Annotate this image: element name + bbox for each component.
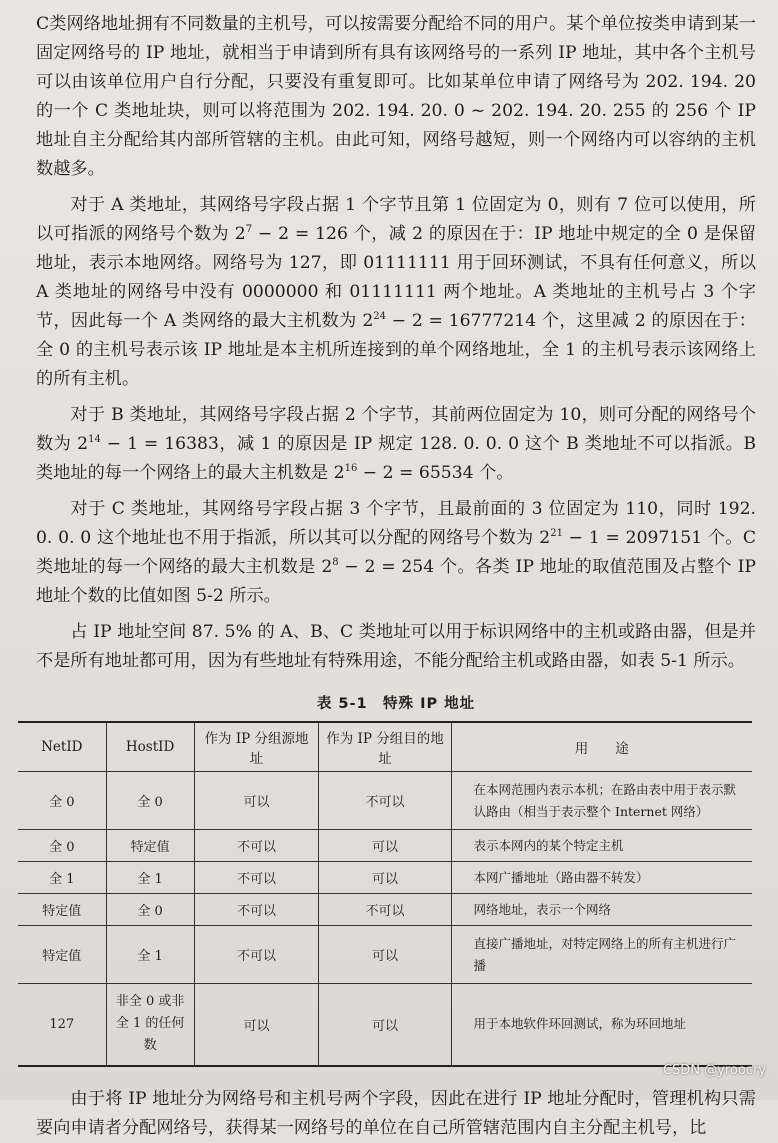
cell-hostid: 特定值 xyxy=(106,830,194,862)
cell-netid: 特定值 xyxy=(18,926,106,984)
cell-netid: 全 1 xyxy=(18,862,106,894)
cell-netid: 127 xyxy=(18,984,106,1066)
paragraph-special-use: 占 IP 地址空间 87. 5% 的 A、B、C 类地址可以用于标识网络中的主机或路由器，但是并不是所有地址都可用，因为有些地址有特殊用途，不能分配给主机或路由器，如表 5-1 所示。 xyxy=(36,622,756,671)
superscript: 14 xyxy=(88,434,101,445)
csdn-watermark: CSDN @yroocry xyxy=(662,1063,766,1078)
text-segment: − 2 = 254 个。各类 IP 地址的取值范围及占整个 IP 地址个数的比值如图 5-2 所示。 xyxy=(36,557,756,606)
cell-destination: 可以 xyxy=(319,862,451,894)
table-row xyxy=(18,984,752,1066)
table-row xyxy=(18,894,752,926)
table-row xyxy=(18,862,752,894)
cell-use: 在本网范围内表示本机；在路由表中用于表示默认路由（相当于表示整个 Internet 网络） xyxy=(451,772,752,830)
cell-source: 不可以 xyxy=(194,862,319,894)
table-row xyxy=(18,830,752,862)
paragraph-b-class xyxy=(36,401,756,488)
header-destination: 作为 IP 分组目的地址 xyxy=(319,722,451,772)
cell-source: 不可以 xyxy=(194,830,319,862)
cell-destination: 可以 xyxy=(319,830,451,862)
special-ip-table xyxy=(18,721,752,1067)
cell-netid: 全 0 xyxy=(18,772,106,830)
cell-netid: 特定值 xyxy=(18,894,106,926)
superscript: 8 xyxy=(332,557,339,568)
cell-source: 可以 xyxy=(194,772,319,830)
cell-use: 直接广播地址，对特定网络上的所有主机进行广播 xyxy=(451,926,752,984)
paragraph-a-class xyxy=(36,191,756,394)
cell-destination: 不可以 xyxy=(319,894,451,926)
cell-destination: 可以 xyxy=(319,984,451,1066)
superscript: 24 xyxy=(373,311,386,322)
header-source: 作为 IP 分组源地址 xyxy=(194,722,319,772)
cell-use: 用于本地软件环回测试，称为环回地址 xyxy=(451,984,752,1066)
superscript: 21 xyxy=(550,528,563,539)
text-segment: − 2 = 126 个，减 2 的原因在于：IP 地址中规定的全 0 是保留地址，表示本地网络。网络号为 127，即 01111111 用于回环测试，不具有任何意义，所以 A 类地址的网络号中没有 0000000 和 01111111 两个地址。A 类地址的主机号占 3 个字节，因此每一个 A 类网络的最大主机数为 2 xyxy=(36,224,756,331)
cell-hostid: 全 1 xyxy=(106,926,194,984)
cell-source: 不可以 xyxy=(194,894,319,926)
text-segment: 对于 C 类地址，其网络号字段占据 3 个字节，且最前面的 3 位固定为 110，同时 192. 0. 0. 0 这个地址也不用于指派，所以其可以分配的网络号个数为 2 xyxy=(36,499,756,548)
cell-hostid: 全 1 xyxy=(106,862,194,894)
cell-use: 网络地址，表示一个网络 xyxy=(451,894,752,926)
table-row xyxy=(18,772,752,830)
cell-use: 本网广播地址（路由器不转发） xyxy=(451,862,752,894)
cell-source: 不可以 xyxy=(194,926,319,984)
cell-destination: 不可以 xyxy=(319,772,451,830)
table-header-row xyxy=(18,722,752,772)
header-hostid: HostID xyxy=(106,722,194,772)
cell-hostid: 全 0 xyxy=(106,894,194,926)
text-segment: − 1 = 2097151 个。C 类地址的每一个网络的最大主机数是 2 xyxy=(36,528,756,577)
superscript: 7 xyxy=(245,224,253,235)
cell-destination: 可以 xyxy=(319,926,451,984)
cell-source: 可以 xyxy=(194,984,319,1066)
paragraph-c-class-intro: C类网络地址拥有不同数量的主机号，可以按需要分配给不同的用户。某个单位按类申请到某一固定网络号的 IP 地址，就相当于申请到所有具有该网络号的一系列 IP 地址，其中各个主机号可以由该单位用户自行分配，只要没有重复即可。比如某单位申请了网络号为 202. 194. 20 的一个 C 类地址块，则可以将范围为 202. 194. 20. 0 ~ 202. 194. 20. 255 的 256 个 IP 地址自主分配给其内部所管辖的主机。由此可知，网络号越短，则一个网络内可以容纳的主机数越多。 xyxy=(36,14,756,179)
header-use: 用 途 xyxy=(451,722,752,772)
table-row xyxy=(18,926,752,984)
header-netid: NetID xyxy=(18,722,106,772)
superscript: 16 xyxy=(344,463,358,474)
text-segment: − 2 = 16777214 个，这里减 2 的原因在于：全 0 的主机号表示该 IP 地址是本主机所连接到的单个网络地址，全 1 的主机号表示该网络上的所有主机。 xyxy=(36,311,756,389)
cell-use: 表示本网内的某个特定主机 xyxy=(451,830,752,862)
text-segment: − 2 = 65534 个。 xyxy=(357,463,514,483)
paragraph-c-class xyxy=(36,495,756,611)
text-segment: 对于 A 类地址，其网络号字段占据 1 个字节且第 1 位固定为 0，则有 7 位可以使用，所以可指派的网络号个数为 2 xyxy=(36,195,756,244)
text-segment: 对于 B 类地址，其网络号字段占据 2 个字节，其前两位固定为 10，则可分配的网络号个数为 2 xyxy=(36,405,756,454)
cell-netid: 全 0 xyxy=(18,830,106,862)
cell-hostid: 非全 0 或非全 1 的任何数 xyxy=(106,984,194,1066)
cell-hostid: 全 0 xyxy=(106,772,194,830)
paragraph-address-allocation: 由于将 IP 地址分为网络号和主机号两个字段，因此在进行 IP 地址分配时，管理机构只需要向申请者分配网络号，获得某一网络号的单位在自己所管辖范围内自主分配主机号，比 xyxy=(36,1088,756,1138)
text-segment: − 1 = 16383，减 1 的原因是 IP 规定 128. 0. 0. 0 这个 B 类地址不可以指派。B 类地址的每一个网络上的最大主机数是 2 xyxy=(36,434,756,483)
table-title: 表 5-1 特殊 IP 地址 xyxy=(316,696,476,712)
